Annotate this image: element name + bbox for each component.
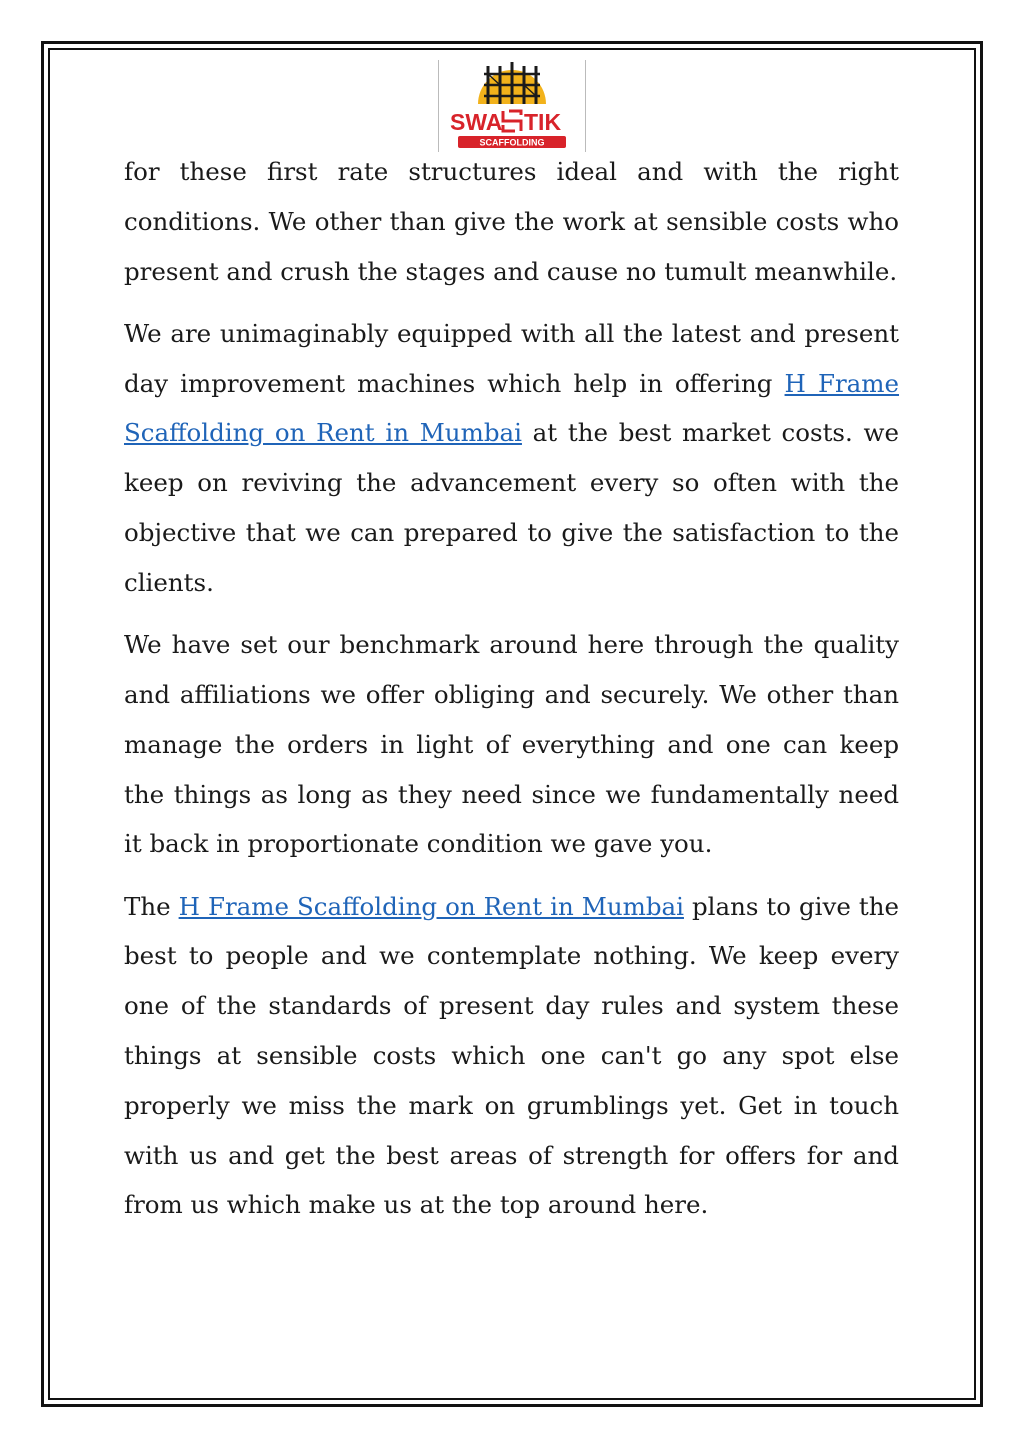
swastik-scaffolding-logo: [438, 60, 586, 152]
paragraph-4: [124, 882, 899, 1231]
paragraph-4-lead: The: [124, 891, 179, 921]
paragraph-3: We have set our benchmark around here through the quality and affiliations we offer obliging and securely. We other than manage the orders in light of everything and one can keep the things as long as they need since we fundamentally need it back in proportionate condition we gave you.: [124, 630, 899, 859]
logo-subtitle: SCAFFOLDING: [479, 137, 545, 148]
paragraph-2-lead: We are unimaginably equipped with all the latest and present day improvement machines which help in offering: [124, 318, 899, 398]
paragraph-1: for these first rate structures ideal and with the right conditions. We other than give the work at sensible costs who present and crush the stages and cause no tumult meanwhile.: [124, 157, 899, 286]
document-body: [124, 147, 899, 1243]
paragraph-4-tail: plans to give the best to people and we contemplate nothing. We keep every one of the standards of present day rules and system these things at sensible costs which one can't go any spot else properly we miss the mark on grumblings yet. Get in touch with us and get the best areas of strength for offers for and from us which make us at the top around here.: [124, 891, 899, 1220]
logo-swastik-mark: [503, 111, 521, 131]
logo-word-right: TIK: [524, 109, 562, 135]
logo-word-left: SWA: [450, 109, 503, 135]
h-frame-scaffolding-link-2[interactable]: H Frame Scaffolding on Rent in Mumbai: [178, 891, 684, 921]
paragraph-2: [124, 309, 899, 608]
h-frame-scaffolding-link-1[interactable]: H Frame Scaffolding on Rent in Mumbai: [124, 368, 900, 448]
paragraph-2-tail: at the best market costs. we keep on reviving the advancement every so often with the objective that we can prepared to give the satisfaction to the clients.: [124, 418, 899, 597]
